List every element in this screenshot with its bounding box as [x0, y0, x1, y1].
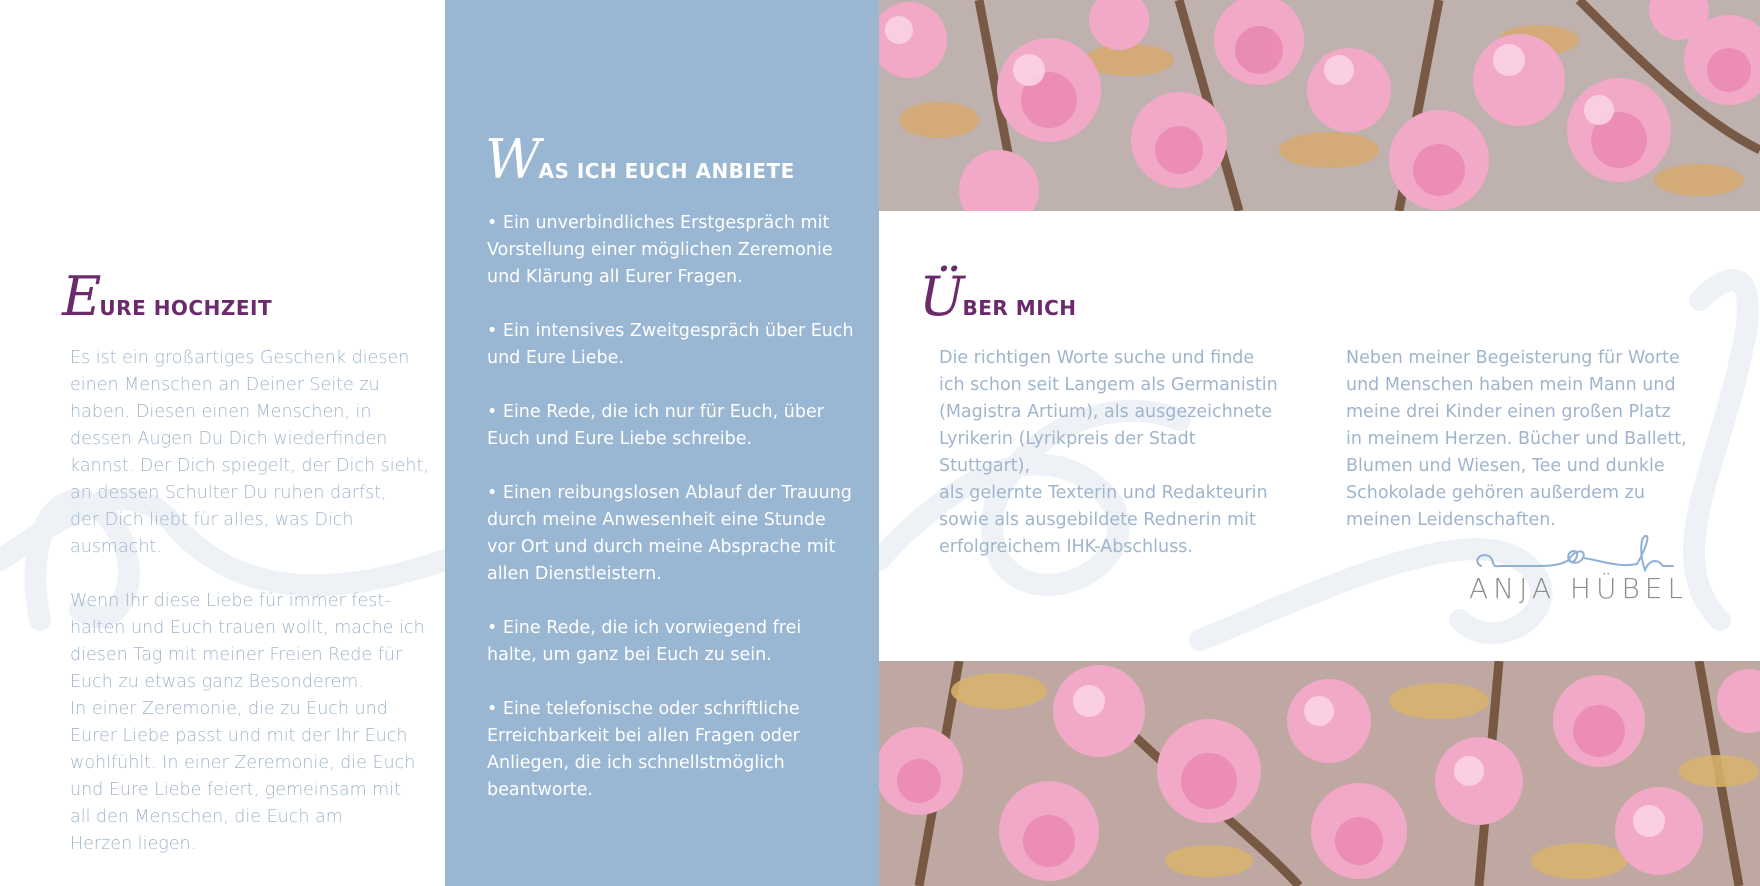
signature: [1469, 530, 1689, 610]
cherry-blossom-photo-bottom: [879, 661, 1760, 886]
right-panel: [879, 0, 1760, 886]
list-item: • Einen reibungslosen Ablauf der Trauung durch meine Anwesenheit eine Stunde vor Ort und durch meine Absprache mit allen Dienstleistern.: [487, 483, 852, 584]
signature-name: ANJA HÜBEL: [1469, 572, 1689, 605]
heading-initial: Ü: [919, 265, 963, 328]
about-text-column-2: Neben meiner Begeisterung für Worte und Menschen haben mein Mann und meine drei Kinder einen großen Platz in meinem Herzen. Bücher und Ballett, Blumen und Wiesen, Tee und dunkle Schokolade gehören außerdem zu meinen Leidenschaften.: [1346, 348, 1687, 530]
section-heading-angebot: [485, 128, 795, 191]
cherry-blossom-photo-top: [879, 0, 1760, 211]
middle-panel: [445, 0, 879, 886]
list-item: • Eine Rede, die ich vorwiegend frei halte, um ganz bei Euch zu sein.: [487, 618, 802, 665]
section-heading-ueber-mich: [919, 265, 1077, 328]
paragraph: Es ist ein großartiges Geschenk diesen einen Menschen an Deiner Seite zu haben. Diesen einen Menschen, in dessen Augen Du Dich wiederfinden kannst. Der Dich spiegelt, der Dich sieht, an dessen Schulter Du ruhen darfst, der Dich liebt für alles, was Dich ausmacht.: [70, 348, 429, 557]
left-panel: [0, 0, 445, 886]
about-text-column-1: Die richtigen Worte suche und finde ich schon seit Langem als Germanistin (Magistra Artium), als ausgezeichnete Lyrikerin (Lyrikpreis der Stadt Stuttgart), als gelernte Texterin und Redakteurin sowie als ausgebildete Rednerin mit erfolgreichem IHK-Abschluss.: [939, 348, 1278, 557]
paragraph: Wenn Ihr diese Liebe für immer fest- halten und Euch trauen wollt, mache ich diesen Tag mit meiner Freien Rede für Euch zu etwas ganz Besonderem. In einer Zeremonie, die zu Euch und Eurer Liebe passt und mit der Ihr Euch wohlfühlt. In einer Zeremonie, die Euch und Eure Liebe feiert, gemeinsam mit all den Menschen, die Euch am Herzen liegen.: [70, 591, 425, 854]
heading-initial: W: [485, 128, 539, 191]
list-item: • Eine Rede, die ich nur für Euch, über Euch und Eure Liebe schreibe.: [487, 402, 824, 449]
offer-list: [487, 210, 867, 831]
section-heading-eure-hochzeit: [62, 265, 272, 328]
heading-text: URE HOCHZEIT: [99, 296, 273, 320]
left-body-text: [70, 345, 430, 885]
heading-text: BER MICH: [962, 296, 1077, 320]
heading-text: AS ICH EUCH ANBIETE: [538, 159, 795, 183]
list-item: • Ein intensives Zweitgespräch über Euch und Eure Liebe.: [487, 321, 854, 368]
heading-initial: E: [62, 265, 100, 328]
list-item: • Eine telefonische oder schriftliche Erreichbarkeit bei allen Fragen oder Anliegen, die ich schnellstmöglich beantworte.: [487, 699, 800, 800]
list-item: • Ein unverbindliches Erstgespräch mit Vorstellung einer möglichen Zeremonie und Klärung all Eurer Fragen.: [487, 213, 833, 287]
